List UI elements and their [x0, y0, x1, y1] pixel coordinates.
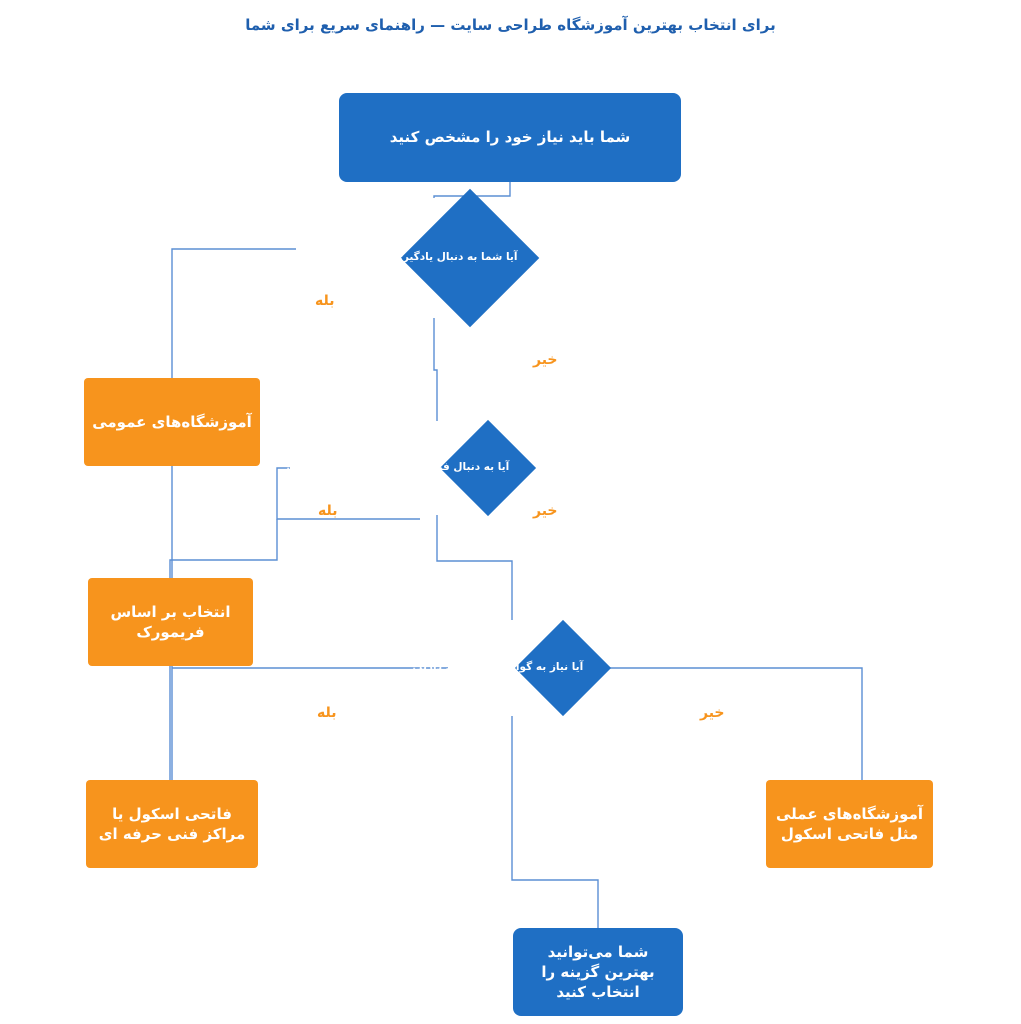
node-decision-framework-label: آیا به دنبال فریمورک یا ابزار خاصی هستید؟	[284, 461, 510, 474]
node-practical-schools[interactable]	[766, 780, 933, 868]
node-choose-by-framework-label: انتخاب بر اساس فریمورک	[110, 602, 231, 641]
edge-label-framework-yes: بله	[318, 503, 338, 519]
edge-label-basic-yes: بله	[315, 293, 335, 309]
node-decision-basic-label: آیا شما به دنبال یادگیری مهارت‌های پایه هستید؟	[270, 251, 518, 264]
node-general-schools[interactable]	[84, 378, 260, 466]
node-decision-certificate-label: آیا نیاز به گواهینامه رسمی دارید؟	[410, 661, 584, 674]
node-end[interactable]	[513, 928, 683, 1016]
edge-label-framework-no: خیر	[533, 503, 558, 519]
node-start-label: شما باید نیاز خود را مشخص کنید	[389, 128, 631, 147]
node-decision-certificate[interactable]	[410, 620, 597, 716]
edge-label-basic-no: خیر	[533, 352, 558, 368]
node-start[interactable]	[339, 93, 681, 182]
edge-label-certificate-yes: بله	[317, 705, 337, 721]
edge-label-certificate-no: خیر	[700, 705, 725, 721]
node-end-label: شما می‌توانید بهترین گزینه را انتخاب کنید	[541, 942, 655, 1002]
node-choose-by-framework[interactable]	[88, 578, 253, 666]
node-fatehi-or-technical[interactable]	[86, 780, 258, 868]
node-practical-schools-label: آموزشگاه‌های عملی مثل فاتحی اسکول	[775, 804, 924, 843]
node-fatehi-or-technical-label: فاتحی اسکول یا مراکز فنی حرفه ای	[98, 804, 246, 843]
page-title: برای انتخاب بهترین آموزشگاه طراحی سایت — راهنمای سریع برای شما	[245, 16, 776, 34]
node-general-schools-label: آموزشگاه‌های عمومی	[92, 412, 252, 431]
